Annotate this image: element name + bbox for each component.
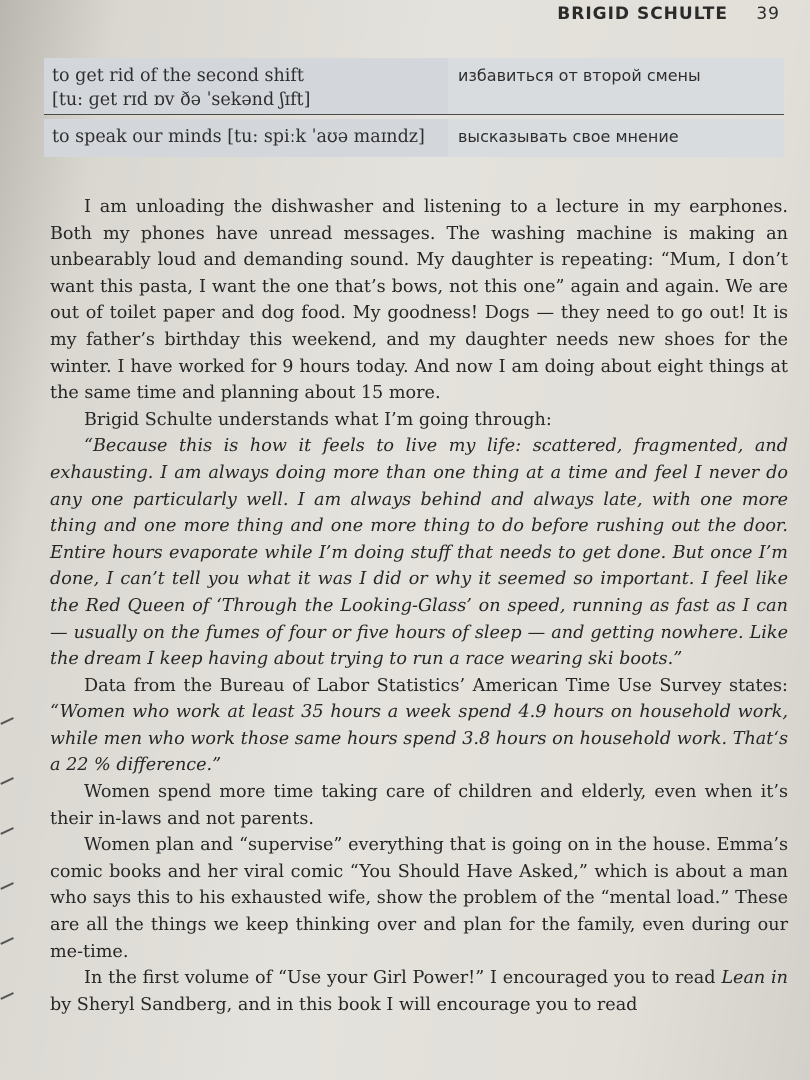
vocabulary-row [44,119,784,157]
vocabulary-english [44,119,448,157]
edge-mark [0,882,13,889]
vocabulary-box [44,58,784,157]
paragraph [50,673,788,779]
vocabulary-phrase: to get rid of the second shift [52,66,304,86]
edge-mark [0,717,13,724]
paragraph-lead: In the first volume of “Use your Girl Power!” I encouraged you to read [84,968,722,989]
page-number: 39 [756,4,780,24]
vocabulary-translation: высказывать свое мнение [448,119,784,157]
edge-mark [0,777,13,784]
paragraph: I am unloading the dishwasher and listening to a lecture in my earphones. Both my phones have unread messages. The washing machine is making an unbearably loud and demanding sound. My daughter is repeating: “Mum, I don’t want this pasta, I want the one that’s bows, not this one” again and again. We are out of toilet paper and dog food. My goodness! Dogs — they need to go out! It is my father’s birthday this weekend, and my daughter needs new shoes for the winter. I have worked for 9 hours today. And now I am doing about eight things at the same time and planning about 15 more. [50,197,788,404]
survey-quote: “Women who work at least 35 hours a week spend 4.9 hours on household work, while men who work those same hours spend 3.8 hours on household work. That‘s a 22 % difference.” [50,702,788,776]
vocabulary-phrase: to speak our minds [52,127,222,147]
vocabulary-row [44,58,784,115]
vocabulary-translation: избавиться от второй смены [448,58,784,114]
paragraph: Women plan and “supervise” everything that is going on in the house. Emma’s comic books and her viral comic “You Should Have Asked,” which is about a man who says this to his exhausted wife, show the problem of the “mental load.” These are all the things we keep thinking over and plan for the family, even during our me-time. [50,835,788,962]
edge-mark [0,992,13,999]
paragraph: Women spend more time taking care of children and elderly, even when it’s their in-laws and not parents. [50,782,788,829]
vocabulary-english [44,58,448,114]
edge-mark [0,937,13,944]
paragraph-lead: Data from the Bureau of Labor Statistics’ American Time Use Survey states: [84,675,788,696]
paragraph: Brigid Schulte understands what I’m going through: [84,409,552,430]
quote-paragraph: “Because this is how it feels to live my life: scattered, fragmented, and exhausting. I am always doing more than one thing at a time and feel I never do any one particularly well. I am always behind and always late, with one more thing and one more thing and one more thing to do before rushing out the door. Entire hours evaporate while I’m doing stuff that needs to get done. But once I’m done, I can’t tell you what it was I did or why it seemed so important. I feel like the Red Queen of ‘Through the Looking-Glass’ on speed, running as fast as I can — usually on the fumes of four or five hours of sleep — and getting nowhere. Like the dream I keep having about trying to run a race wearing ski boots.” [50,436,788,670]
previous-page-edge-marks [0,700,20,1040]
running-head [557,4,780,24]
body-text [50,194,788,1018]
vocabulary-transcription: [tu: ɡet rɪd ɒv ðə ˈsekənd ʃɪft] [52,90,311,110]
paragraph [50,965,788,1018]
book-title: Lean in [721,968,789,989]
edge-mark [0,827,13,834]
vocabulary-transcription: [tu: spiːk ˈaʊə maɪndz] [227,127,425,147]
paragraph-tail: by Sheryl Sandberg, and in this book I will encourage you to read [50,994,638,1015]
running-head-author: BRIGID SCHULTE [557,4,728,24]
